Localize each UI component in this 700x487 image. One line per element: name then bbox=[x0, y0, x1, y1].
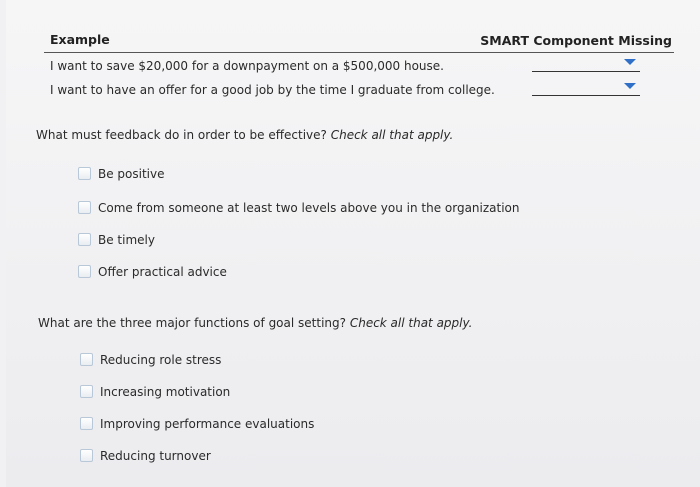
option-improving-performance-evaluations[interactable] bbox=[80, 417, 314, 433]
option-label: Increasing motivation bbox=[100, 385, 231, 399]
checkbox-icon[interactable] bbox=[78, 167, 91, 180]
checkbox-icon[interactable] bbox=[80, 385, 93, 398]
option-reducing-role-stress[interactable] bbox=[80, 353, 221, 369]
option-be-timely[interactable] bbox=[78, 233, 155, 249]
question-prompt: What must feedback do in order to be effective? bbox=[36, 128, 327, 142]
question-instruction: Check all that apply. bbox=[349, 316, 473, 330]
checkbox-icon[interactable] bbox=[80, 449, 93, 462]
table-row bbox=[44, 53, 674, 77]
table-row bbox=[44, 77, 674, 101]
checkbox-icon[interactable] bbox=[80, 417, 93, 430]
checkbox-icon[interactable] bbox=[80, 353, 93, 366]
example-text: I want to save $20,000 for a downpayment on a $500,000 house. bbox=[50, 59, 444, 73]
option-two-levels-above[interactable] bbox=[78, 201, 520, 217]
checkbox-icon[interactable] bbox=[78, 201, 91, 214]
option-be-positive[interactable] bbox=[78, 167, 165, 183]
example-text: I want to have an offer for a good job by the time I graduate from college. bbox=[50, 83, 495, 97]
smart-component-dropdown-1[interactable] bbox=[532, 57, 640, 72]
option-practical-advice[interactable] bbox=[78, 265, 227, 281]
question-goal-setting bbox=[38, 316, 472, 330]
question-prompt: What are the three major functions of goal setting? bbox=[38, 316, 346, 330]
option-label: Improving performance evaluations bbox=[100, 417, 315, 431]
caret-down-icon[interactable] bbox=[624, 59, 636, 65]
option-label: Reducing role stress bbox=[100, 353, 222, 367]
smart-component-dropdown-2[interactable] bbox=[532, 81, 640, 96]
checkbox-icon[interactable] bbox=[78, 233, 91, 246]
smart-goals-table bbox=[44, 30, 674, 101]
option-label: Be timely bbox=[98, 233, 155, 247]
option-label: Be positive bbox=[98, 167, 165, 181]
caret-down-icon[interactable] bbox=[624, 83, 636, 89]
option-label: Offer practical advice bbox=[98, 265, 227, 279]
header-smart-missing: SMART Component Missing bbox=[480, 33, 672, 48]
question-feedback bbox=[36, 128, 453, 142]
question-instruction: Check all that apply. bbox=[330, 128, 454, 142]
checkbox-icon[interactable] bbox=[78, 265, 91, 278]
assignment-page bbox=[6, 0, 700, 487]
table-header bbox=[44, 30, 674, 53]
option-reducing-turnover[interactable] bbox=[80, 449, 211, 465]
option-label: Come from someone at least two levels above you in the organization bbox=[98, 201, 520, 215]
header-example: Example bbox=[50, 32, 110, 47]
option-label: Reducing turnover bbox=[100, 449, 211, 463]
option-increasing-motivation[interactable] bbox=[80, 385, 230, 401]
